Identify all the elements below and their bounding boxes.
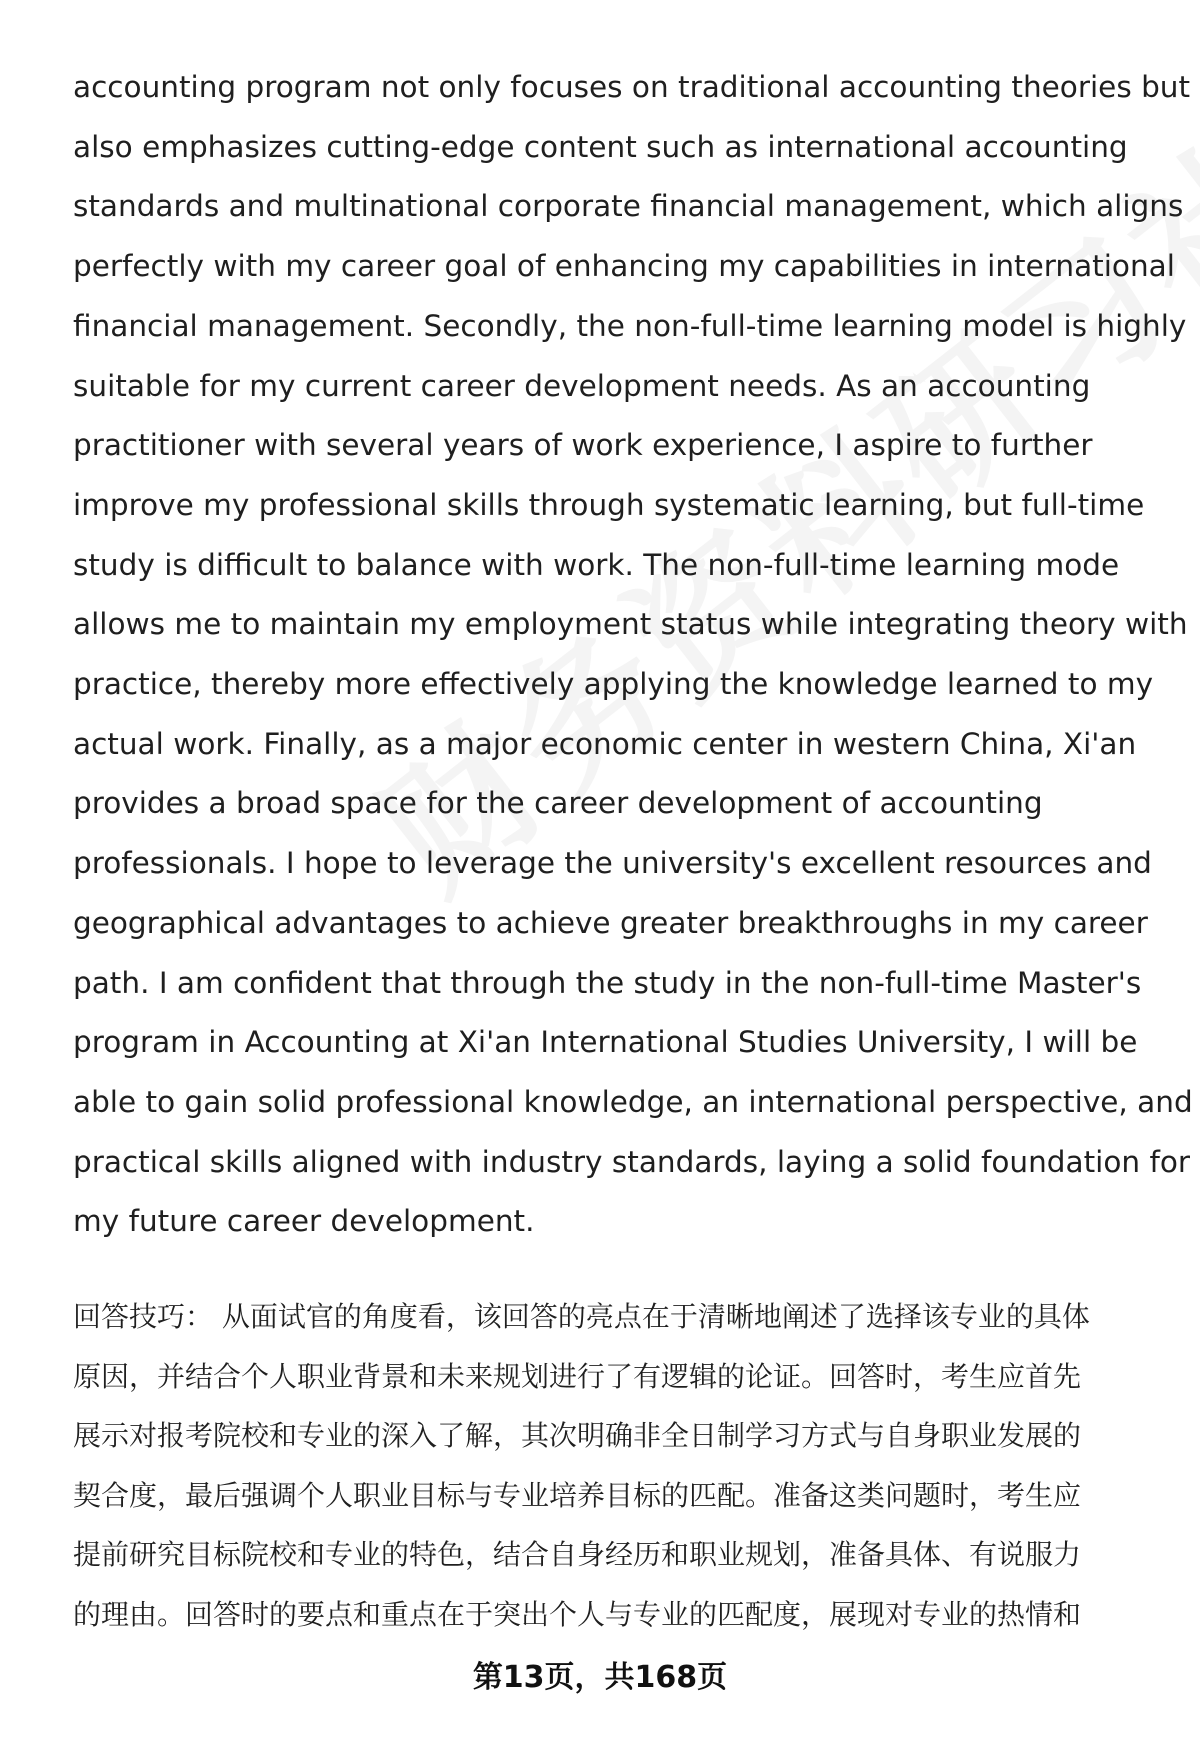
text-line: practitioner with several years of work experience, I aspire to further: [73, 428, 1093, 463]
text-line: practical skills aligned with industry standards, laying a solid foundation for: [73, 1144, 1191, 1179]
text-line: geographical advantages to achieve greater breakthroughs in my career: [73, 905, 1148, 940]
text-line: standards and multinational corporate financial management, which aligns: [73, 189, 1184, 224]
text-line: 回答技巧： 从面试官的角度看，该回答的亮点在于清晰地阐述了选择该专业的具体: [73, 1300, 1090, 1334]
text-line: 提前研究目标院校和专业的特色，结合自身经历和职业规划，准备具体、有说服力: [73, 1538, 1082, 1572]
text-line: my future career development.: [73, 1204, 535, 1239]
page-number: 第13页，共168页: [472, 1660, 728, 1695]
text-line: 的理由。回答时的要点和重点在于突出个人与专业的匹配度，展现对专业的热情和: [73, 1597, 1082, 1631]
text-line: program in Accounting at Xi'an International Studies University, I will be: [73, 1025, 1138, 1060]
text-line: 契合度，最后强调个人职业目标与专业培养目标的匹配。准备这类问题时，考生应: [73, 1478, 1082, 1512]
document-page: [73, 58, 1193, 1644]
text-line: improve my professional skills through systematic learning, but full-time: [73, 487, 1145, 522]
text-line: perfectly with my career goal of enhancing my capabilities in international: [73, 249, 1175, 284]
text-line: practice, thereby more effectively applying the knowledge learned to my: [73, 667, 1154, 702]
text-line: 原因，并结合个人职业背景和未来规划进行了有逻辑的论证。回答时，考生应首先: [73, 1359, 1082, 1393]
text-line: able to gain solid professional knowledge, an international perspective, and: [73, 1084, 1193, 1119]
text-line: 展示对报考院校和专业的深入了解，其次明确非全日制学习方式与自身职业发展的: [73, 1419, 1082, 1453]
text-line: financial management. Secondly, the non-full-time learning model is highly: [73, 308, 1187, 343]
text-line: provides a broad space for the career development of accounting: [73, 786, 1043, 821]
text-line: professionals. I hope to leverage the university's excellent resources and: [73, 846, 1152, 881]
text-line: allows me to maintain my employment status while integrating theory with: [73, 607, 1188, 642]
text-line: study is difficult to balance with work. The non-full-time learning mode: [73, 547, 1120, 582]
text-line: accounting program not only focuses on traditional accounting theories but: [73, 70, 1191, 104]
text-line: suitable for my current career development needs. As an accounting: [73, 368, 1091, 403]
text-line: actual work. Finally, as a major economic center in western China, Xi'an: [73, 726, 1137, 761]
text-line: also emphasizes cutting-edge content such as international accounting: [73, 129, 1128, 164]
answer-tips-paragraph: [73, 1287, 1163, 1644]
answer-paragraph: [73, 58, 1193, 1252]
text-line: path. I am confident that through the study in the non-full-time Master's: [73, 965, 1142, 1000]
